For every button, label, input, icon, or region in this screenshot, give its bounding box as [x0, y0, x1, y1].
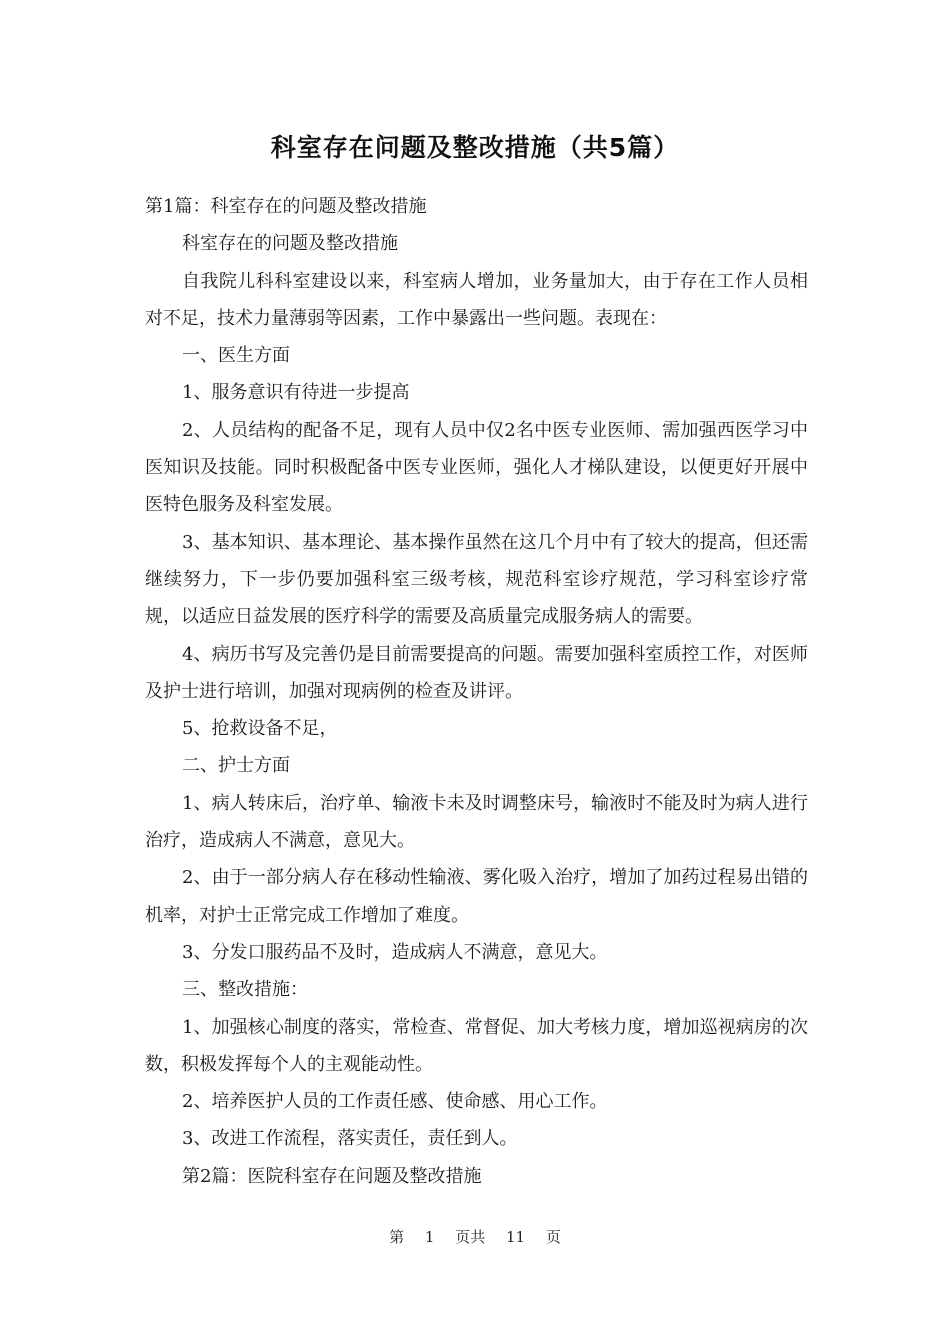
- paragraph: 第2篇：医院科室存在问题及整改措施: [182, 1165, 482, 1187]
- paragraph: 自我院儿科科室建设以来，科室病人增加，业务量加大，由于存在工作人员相对不足，技术力量薄弱等因素，工作中暴露出一些问题。表现在：: [145, 270, 808, 329]
- footer-page-prefix: 第: [389, 1228, 405, 1246]
- document-title: 科室存在问题及整改措施（共5篇）: [270, 133, 680, 162]
- paragraph: 3、基本知识、基本理论、基本操作虽然在这几个月中有了较大的提高，但还需继续努力，下一步仍要加强科室三级考核，规范科室诊疗规范，学习科室诊疗常规，以适应日益发展的医疗科学的需要及高质量完成服务病人的需要。: [145, 531, 808, 628]
- footer-page-middle: 页共: [455, 1228, 486, 1246]
- paragraph: 一、医生方面: [182, 345, 290, 367]
- paragraph: 1、服务意识有待进一步提高: [182, 382, 410, 404]
- paragraph: 2、由于一部分病人存在移动性输液、雾化吸入治疗，增加了加药过程易出错的机率，对护士正常完成工作增加了难度。: [145, 867, 808, 926]
- footer-total-pages: 11: [506, 1228, 526, 1246]
- paragraph: 第1篇：科室存在的问题及整改措施: [145, 196, 427, 217]
- paragraph: 2、人员结构的配备不足，现有人员中仅2名中医专业医师、需加强西医学习中医知识及技能。同时积极配备中医专业医师，强化人才梯队建设，以便更好开展中医特色服务及科室发展。: [145, 419, 808, 516]
- paragraph: 3、改进工作流程，落实责任，责任到人。: [182, 1128, 518, 1150]
- paragraph: 二、护士方面: [182, 755, 290, 777]
- paragraph: 4、病历书写及完善仍是目前需要提高的问题。需要加强科室质控工作，对医师及护士进行培训，加强对现病例的检查及讲评。: [145, 643, 808, 702]
- paragraph: 1、病人转床后，治疗单、输液卡未及时调整床号，输液时不能及时为病人进行治疗，造成病人不满意，意见大。: [145, 792, 808, 852]
- paragraph: 2、培养医护人员的工作责任感、使命感、用心工作。: [182, 1091, 608, 1113]
- page-footer: [0, 1226, 950, 1247]
- paragraph: 3、分发口服药品不及时，造成病人不满意，意见大。: [182, 941, 608, 963]
- paragraph: 三、整改措施：: [182, 979, 308, 1001]
- paragraph: 科室存在的问题及整改措施: [182, 233, 398, 255]
- footer-page-suffix: 页: [545, 1228, 561, 1246]
- document-body: [145, 188, 808, 1195]
- paragraph: 5、抢救设备不足，: [182, 718, 338, 740]
- paragraph: 1、加强核心制度的落实，常检查、常督促、加大考核力度，增加巡视病房的次数，积极发挥每个人的主观能动性。: [145, 1016, 808, 1075]
- footer-page-number: 1: [424, 1228, 435, 1246]
